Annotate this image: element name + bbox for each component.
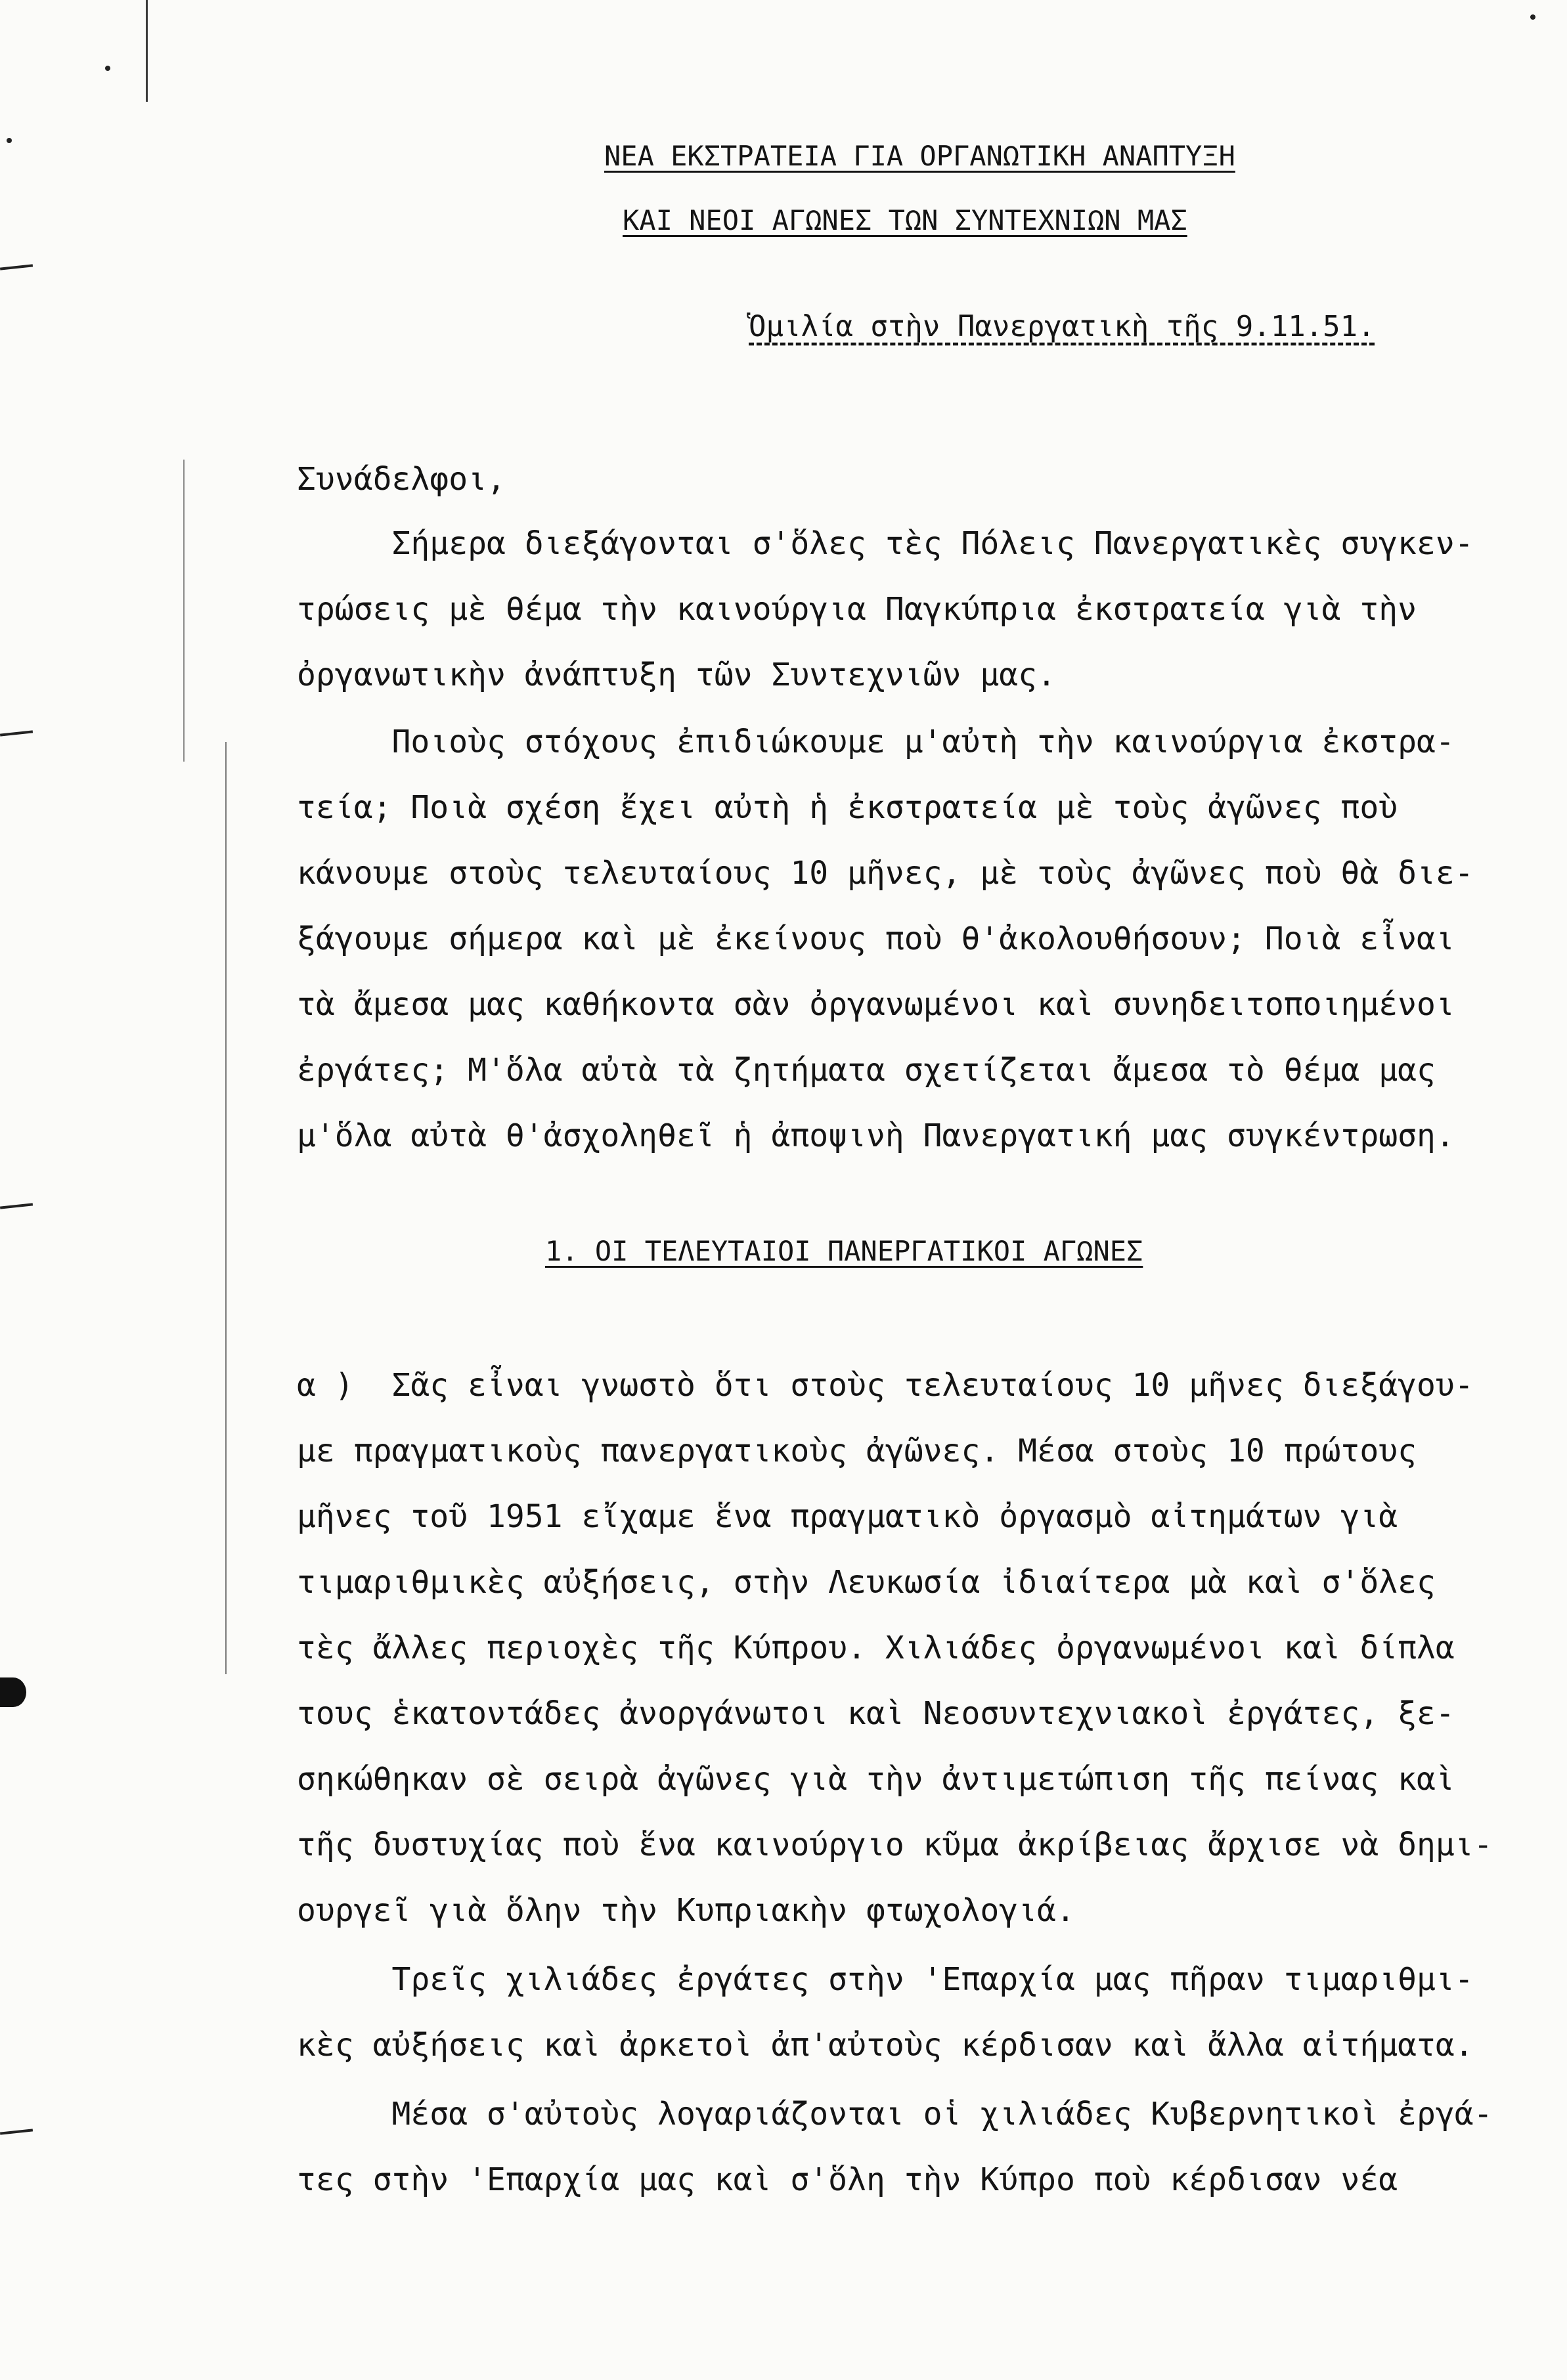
punch-hole-mark [0,1677,26,1707]
body-line: κάνουμε στοὺς τελευταίους 10 μῆνες, μὲ τοὺς ἀγῶνες ποὺ θὰ διε- [297,855,1474,892]
scan-tick-mark [0,2129,33,2134]
document-title-line-2: ΚΑΙ ΝΕΟΙ ΑΓΩΝΕΣ ΤΩΝ ΣΥΝΤΕΧΝΙΩΝ ΜΑΣ [623,204,1187,236]
scan-tick-mark [0,1203,33,1209]
body-line: τρώσεις μὲ θέμα τὴν καινούργια Παγκύπρια ἐκστρατεία γιὰ τὴν [297,591,1417,628]
body-line: ὀργανωτικὴν ἀνάπτυξη τῶν Συντεχνιῶν μας. [297,657,1056,693]
body-line: ουργεῖ γιὰ ὅλην τὴν Κυπριακὴν φτωχολογιά. [297,1892,1075,1929]
body-line: Σήμερα διεξάγονται σ'ὅλες τὲς Πόλεις Πανεργατικὲς συγκεν- [297,525,1474,562]
body-line: μῆνες τοῦ 1951 εἴχαμε ἕνα πραγματικὸ ὀργασμὸ αἰτημάτων γιὰ [297,1498,1398,1535]
scan-margin-line [225,742,227,1674]
body-line: τιμαριθμικὲς αὐξήσεις, στὴν Λευκωσία ἰδιαίτερα μὰ καὶ σ'ὅλες [297,1564,1436,1601]
scan-tick-mark [0,264,33,270]
scan-margin-line [146,0,148,102]
body-line: τους ἑκατοντάδες ἀνοργάνωτοι καὶ Νεοσυντεχνιακοὶ ἐργάτες, ξε- [297,1695,1455,1732]
body-line: Τρεῖς χιλιάδες ἐργάτες στὴν 'Επαρχία μας πῆραν τιμαριθμι- [297,1961,1474,1998]
body-line: α ) Σᾶς εἶναι γνωστὸ ὅτι στοὺς τελευταίους 10 μῆνες διεξάγου- [297,1367,1474,1404]
body-line: Ποιοὺς στόχους ἐπιδιώκουμε μ'αὐτὴ τὴν καινούργια ἐκστρα- [297,724,1455,760]
body-line: τὰ ἄμεσα μας καθήκοντα σὰν ὀργανωμένοι καὶ συνηδειτοποιημένοι [297,986,1455,1023]
scan-speck [7,138,12,143]
body-line: κὲς αὐξήσεις καὶ ἀρκετοὶ ἀπ'αὐτοὺς κέρδισαν καὶ ἄλλα αἰτήματα. [297,2027,1474,2064]
scan-margin-line [183,460,185,762]
scan-speck [1530,14,1535,20]
body-line: ἐργάτες; Μ'ὅλα αὐτὰ τὰ ζητήματα σχετίζεται ἄμεσα τὸ θέμα μας [297,1052,1436,1089]
body-line: τεία; Ποιὰ σχέση ἔχει αὐτὴ ἡ ἐκστρατεία μὲ τοὺς ἀγῶνες ποὺ [297,789,1398,826]
section-heading: 1. ΟΙ ΤΕΛΕΥΤΑΙΟΙ ΠΑΝΕΡΓΑΤΙΚΟΙ ΑΓΩΝΕΣ [545,1235,1143,1267]
body-line: μ'ὅλα αὐτὰ θ'ἀσχοληθεῖ ἡ ἀποψινὴ Πανεργατική μας συγκέντρωση. [297,1117,1455,1154]
scan-tick-mark [0,730,33,736]
body-line: ξάγουμε σήμερα καὶ μὲ ἐκείνους ποὺ θ'ἀκολουθήσουν; Ποιὰ εἶναι [297,920,1455,957]
occasion-date-line: Ὁμιλία στὴν Πανεργατικὴ τῆς 9.11.51. [749,310,1375,343]
body-line: με πραγματικοὺς πανεργατικοὺς ἀγῶνες. Μέσα στοὺς 10 πρώτους [297,1433,1417,1469]
document-title-line-1: ΝΕΑ ΕΚΣΤΡΑΤΕΙΑ ΓΙΑ ΟΡΓΑΝΩΤΙΚΗ ΑΝΑΠΤΥΞΗ [604,140,1235,172]
body-line: Μέσα σ'αὐτοὺς λογαριάζονται οἱ χιλιάδες Κυβερνητικοὶ ἐργά- [297,2096,1493,2132]
body-line: τὲς ἄλλες περιοχὲς τῆς Κύπρου. Χιλιάδες ὀργανωμένοι καὶ δίπλα [297,1630,1455,1666]
body-line: σηκώθηκαν σὲ σειρὰ ἀγῶνες γιὰ τὴν ἀντιμετώπιση τῆς πείνας καὶ [297,1761,1455,1798]
body-line: τες στὴν 'Επαρχία μας καὶ σ'ὅλη τὴν Κύπρο ποὺ κέρδισαν νέα [297,2161,1398,2198]
salutation: Συνάδελφοι, [297,461,506,498]
scan-speck [105,66,110,71]
body-line: τῆς δυστυχίας ποὺ ἕνα καινούργιο κῦμα ἀκρίβειας ἄρχισε νὰ δημι- [297,1827,1493,1863]
